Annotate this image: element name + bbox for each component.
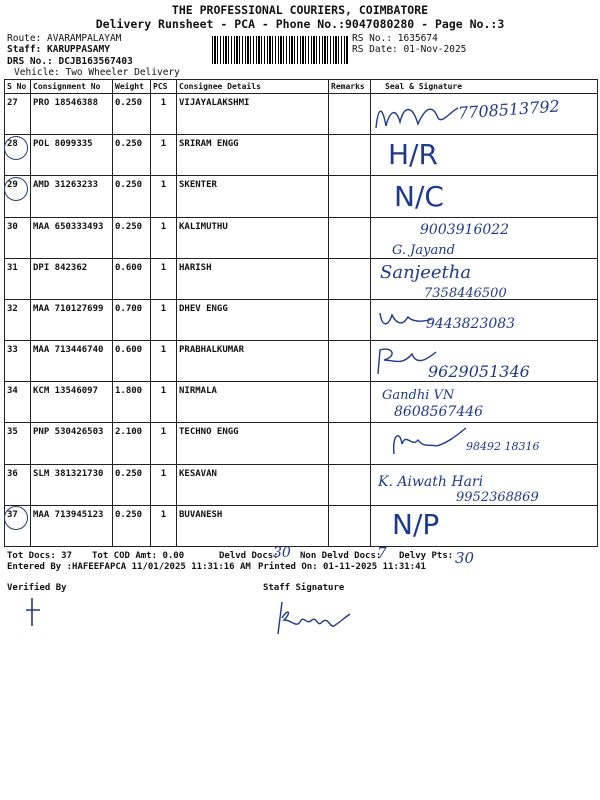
table-row bbox=[5, 505, 598, 546]
cell-remarks bbox=[329, 135, 371, 176]
cell-remarks bbox=[329, 464, 371, 505]
cell-pcs: 1 bbox=[151, 258, 177, 299]
cell-sno: 29 bbox=[5, 176, 31, 217]
cell-consignment: MAA 710127699 bbox=[31, 299, 113, 340]
table-row bbox=[5, 176, 598, 217]
cell-weight: 1.800 bbox=[113, 382, 151, 423]
col-weight: Weight bbox=[113, 80, 151, 94]
cell-sno: 32 bbox=[5, 299, 31, 340]
cell-weight: 0.250 bbox=[113, 217, 151, 258]
cell-sno: 36 bbox=[5, 464, 31, 505]
cell-consignment: PRO 18546388 bbox=[31, 94, 113, 135]
cell-pcs: 1 bbox=[151, 423, 177, 464]
cell-sno: 27 bbox=[5, 94, 31, 135]
verifier-signature bbox=[20, 596, 50, 630]
cell-consignee: HARISH bbox=[177, 258, 329, 299]
signature-row35 bbox=[390, 424, 470, 458]
cell-sno: 35 bbox=[5, 423, 31, 464]
circle-mark-37 bbox=[4, 506, 28, 530]
circle-mark-29 bbox=[4, 177, 28, 201]
hw-delivery-points: 30 bbox=[455, 549, 475, 567]
cell-consignee: SRIRAM ENGG bbox=[177, 135, 329, 176]
total-cod: Tot COD Amt: 0.00 bbox=[92, 551, 185, 561]
cell-consignment: SLM 381321730 bbox=[31, 464, 113, 505]
rs-date: RS Date: 01-Nov-2025 bbox=[352, 44, 467, 55]
hw-name-36: K. Aiwath Hari bbox=[378, 474, 484, 490]
drs-number: DRS No.: DCJB163567403 bbox=[7, 56, 133, 67]
cell-pcs: 1 bbox=[151, 464, 177, 505]
hw-name-30: G. Jayand bbox=[392, 243, 455, 258]
hw-phone-36: 9952368869 bbox=[456, 490, 539, 505]
hw-remark-28: H/R bbox=[388, 138, 438, 171]
rs-number: RS No.: 1635674 bbox=[352, 33, 438, 44]
total-docs: Tot Docs: 37 bbox=[7, 551, 73, 561]
cell-remarks bbox=[329, 341, 371, 382]
staff-label: Staff: KARUPPASAMY bbox=[7, 44, 110, 55]
hw-non-delivered-count: 7 bbox=[377, 544, 387, 562]
cell-weight: 0.700 bbox=[113, 299, 151, 340]
cell-remarks bbox=[329, 217, 371, 258]
cell-pcs: 1 bbox=[151, 94, 177, 135]
cell-pcs: 1 bbox=[151, 176, 177, 217]
table-row bbox=[5, 382, 598, 423]
company-title: THE PROFESSIONAL COURIERS, COIMBATORE bbox=[171, 3, 429, 17]
col-sno: S No bbox=[5, 80, 31, 94]
table-row bbox=[5, 258, 598, 299]
cell-remarks bbox=[329, 258, 371, 299]
cell-weight: 0.250 bbox=[113, 135, 151, 176]
runsheet-subtitle: Delivery Runsheet - PCA - Phone No.:9047080280 - Page No.:3 bbox=[95, 17, 505, 31]
cell-consignment: AMD 31263233 bbox=[31, 176, 113, 217]
cell-consignment: MAA 713446740 bbox=[31, 341, 113, 382]
cell-weight: 0.250 bbox=[113, 176, 151, 217]
cell-weight: 0.250 bbox=[113, 464, 151, 505]
cell-consignment: KCM 13546097 bbox=[31, 382, 113, 423]
cell-consignee: TECHNO ENGG bbox=[177, 423, 329, 464]
cell-consignment: MAA 650333493 bbox=[31, 217, 113, 258]
cell-consignment: DPI 842362 bbox=[31, 258, 113, 299]
cell-consignee: KESAVAN bbox=[177, 464, 329, 505]
hw-phone-34: 8608567446 bbox=[394, 404, 484, 420]
cell-pcs: 1 bbox=[151, 217, 177, 258]
circle-mark-28 bbox=[4, 136, 28, 160]
cell-consignment: MAA 713945123 bbox=[31, 505, 113, 546]
signature-row27 bbox=[372, 98, 462, 134]
table-row bbox=[5, 135, 598, 176]
cell-weight: 0.250 bbox=[113, 505, 151, 546]
cell-sno: 30 bbox=[5, 217, 31, 258]
staff-signature-label: Staff Signature bbox=[263, 583, 345, 593]
entered-by: Entered By :HAFEEFAPCA 11/01/2025 11:31:16 AM bbox=[7, 562, 251, 572]
cell-sno: 28 bbox=[5, 135, 31, 176]
hw-phone-27: 7708513792 bbox=[457, 96, 561, 123]
delivery-points-label: Delvy Pts: bbox=[399, 551, 454, 561]
cell-consignee: VIJAYALAKSHMI bbox=[177, 94, 329, 135]
barcode-image bbox=[212, 36, 348, 64]
hw-phone-35: 98492 18316 bbox=[466, 440, 540, 453]
cell-consignee: BUVANESH bbox=[177, 505, 329, 546]
non-delivered-docs-label: Non Delvd Docs: bbox=[300, 551, 382, 561]
cell-pcs: 1 bbox=[151, 505, 177, 546]
runsheet-table bbox=[4, 79, 598, 547]
cell-consignee: SKENTER bbox=[177, 176, 329, 217]
cell-weight: 0.600 bbox=[113, 258, 151, 299]
hw-remark-29: N/C bbox=[394, 180, 444, 213]
cell-remarks bbox=[329, 94, 371, 135]
col-consignee: Consignee Details bbox=[177, 80, 329, 94]
col-consignment: Consignment No bbox=[31, 80, 113, 94]
col-pcs: PCS bbox=[151, 80, 177, 94]
cell-remarks bbox=[329, 382, 371, 423]
cell-weight: 0.600 bbox=[113, 341, 151, 382]
hw-phone-30: 9003916022 bbox=[420, 222, 510, 238]
cell-sno: 31 bbox=[5, 258, 31, 299]
printed-on: Printed On: 01-11-2025 11:31:41 bbox=[258, 562, 426, 572]
cell-consignee: DHEV ENGG bbox=[177, 299, 329, 340]
delivered-docs-label: Delvd Docs: bbox=[219, 551, 279, 561]
cell-consignee: KALIMUTHU bbox=[177, 217, 329, 258]
route-label: Route: AVARAMPALAYAM bbox=[7, 33, 122, 44]
hw-name-34: Gandhi VN bbox=[382, 388, 455, 403]
col-signature: Seal & Signature bbox=[371, 80, 598, 94]
cell-sno: 37 bbox=[5, 505, 31, 546]
hw-name-31: Sanjeetha bbox=[380, 262, 472, 283]
verified-by-label: Verified By bbox=[7, 583, 67, 593]
cell-pcs: 1 bbox=[151, 135, 177, 176]
hw-remark-37: N/P bbox=[392, 508, 440, 541]
cell-remarks bbox=[329, 505, 371, 546]
cell-remarks bbox=[329, 299, 371, 340]
cell-sno: 33 bbox=[5, 341, 31, 382]
cell-pcs: 1 bbox=[151, 341, 177, 382]
cell-consignee: NIRMALA bbox=[177, 382, 329, 423]
hw-phone-31: 7358446500 bbox=[424, 286, 507, 301]
cell-consignment: PNP 530426503 bbox=[31, 423, 113, 464]
hw-delivered-count: 30 bbox=[273, 545, 291, 561]
cell-consignee: PRABHALKUMAR bbox=[177, 341, 329, 382]
staff-signature bbox=[270, 598, 360, 638]
cell-pcs: 1 bbox=[151, 299, 177, 340]
cell-weight: 0.250 bbox=[113, 94, 151, 135]
hw-phone-32: 9443823083 bbox=[426, 316, 516, 332]
hw-phone-33: 9629051346 bbox=[428, 362, 530, 381]
cell-weight: 2.100 bbox=[113, 423, 151, 464]
cell-consignment: POL 8099335 bbox=[31, 135, 113, 176]
col-remarks: Remarks bbox=[329, 80, 371, 94]
cell-pcs: 1 bbox=[151, 382, 177, 423]
cell-sno: 34 bbox=[5, 382, 31, 423]
vehicle-label: Vehicle: Two Wheeler Delivery bbox=[14, 67, 180, 78]
cell-remarks bbox=[329, 176, 371, 217]
cell-remarks bbox=[329, 423, 371, 464]
